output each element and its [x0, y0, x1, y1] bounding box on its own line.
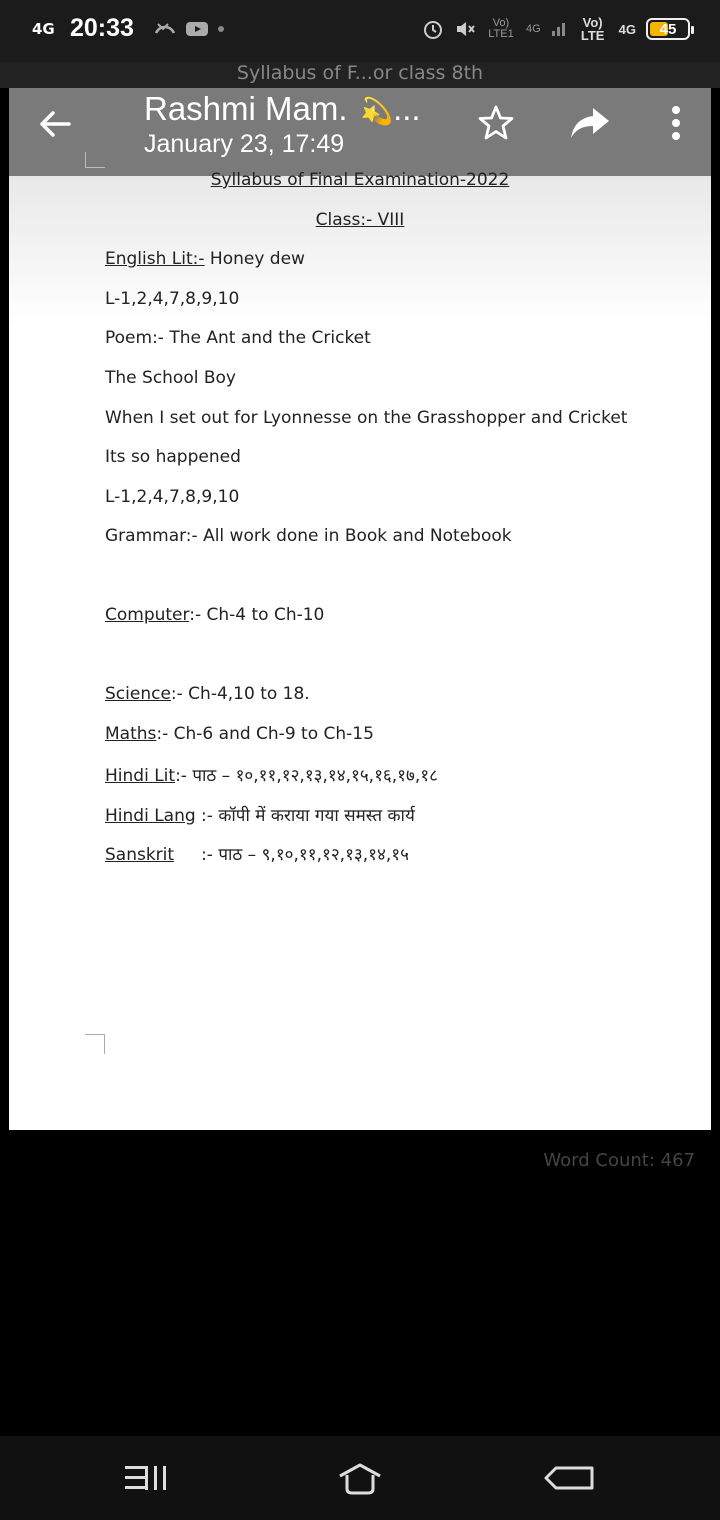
syllabus-line — [105, 328, 371, 348]
crop-mark-bottom — [85, 1034, 105, 1054]
clock: 20:33 — [70, 14, 134, 42]
line-text: Honey dew — [204, 249, 305, 269]
name-ellipsis: ... — [393, 90, 421, 127]
line-text: :- कॉपी में कराया गया समस्त कार्य — [195, 806, 415, 826]
syllabus-line — [105, 487, 239, 507]
battery-level: 45 — [659, 20, 677, 38]
more-options-button[interactable] — [655, 102, 697, 144]
line-text: The School Boy — [105, 368, 236, 388]
line-text: Its so happened — [105, 447, 241, 467]
more-vertical-icon — [670, 105, 682, 141]
line-label: Computer — [105, 605, 190, 625]
document-title: Syllabus of F...or class 8th — [236, 62, 484, 84]
crop-mark-top — [85, 152, 105, 168]
line-text: Poem:- The Ant and the Cricket — [105, 328, 371, 348]
status-right — [422, 16, 690, 42]
syllabus-heading: Syllabus of Final Examination-2022 — [210, 170, 510, 190]
line-text: :- पाठ – ९,१०,११,१२,१३,१४,१५ — [174, 845, 409, 865]
document-page[interactable] — [9, 170, 711, 1130]
sender-name-row — [144, 90, 421, 128]
sim1-volte: Vo) LTE1 — [488, 17, 514, 40]
recents-icon — [121, 1463, 179, 1493]
line-text: L-1,2,4,7,8,9,10 — [105, 289, 240, 309]
line-text: Grammar:- All work done in Book and Notebook — [105, 526, 512, 546]
network-indicator: 4G — [32, 19, 55, 38]
line-text: L-1,2,4,7,8,9,10 — [105, 487, 240, 507]
nav-back-button[interactable] — [540, 1456, 600, 1500]
sim2-network: 4G — [618, 21, 636, 37]
sim2-volte: Vo) LTE — [580, 15, 605, 43]
recents-button[interactable] — [120, 1456, 180, 1500]
battery-icon — [646, 18, 690, 40]
back-button[interactable] — [35, 104, 75, 144]
syllabus-line — [105, 724, 374, 744]
youtube-icon — [186, 21, 208, 37]
alarm-icon — [422, 18, 444, 40]
line-label: Hindi Lang — [105, 806, 196, 826]
message-date: January 23, 17:49 — [144, 130, 345, 158]
line-text: :- पाठ – १०,११,१२,१३,१४,१५,१६,१७,१८ — [175, 766, 438, 786]
star-button[interactable] — [475, 102, 517, 144]
line-label: Hindi Lit — [105, 766, 176, 786]
back-icon — [542, 1462, 598, 1494]
line-text: :- Ch-4,10 to 18. — [170, 684, 310, 704]
syllabus-line — [105, 605, 324, 625]
line-label: English Lit:- — [105, 249, 205, 269]
syllabus-line — [105, 368, 236, 388]
syllabus-line — [105, 763, 438, 786]
line-text: :- Ch-4 to Ch-10 — [189, 605, 325, 625]
home-icon — [335, 1461, 385, 1495]
sender-name: Rashmi Mam. — [144, 90, 348, 127]
signal-icon — [551, 21, 567, 37]
status-left — [32, 14, 224, 43]
syllabus-line — [105, 842, 409, 865]
syllabus-line — [105, 289, 239, 309]
status-bar — [0, 0, 720, 62]
document-title-bar — [0, 62, 720, 88]
word-count: Word Count: 467 — [543, 1150, 695, 1171]
viewer-header — [9, 88, 711, 176]
syllabus-line — [105, 526, 512, 546]
line-label: Science — [105, 684, 171, 704]
syllabus-line — [105, 447, 241, 467]
syllabus-line — [105, 408, 627, 428]
line-label: Maths — [105, 724, 157, 744]
line-label: Sanskrit — [105, 845, 175, 865]
line-text: When I set out for Lyonnesse on the Grasshopper and Cricket — [105, 408, 628, 428]
missed-call-icon — [154, 21, 176, 37]
share-icon — [569, 106, 611, 140]
arrow-left-icon — [35, 104, 75, 144]
dizzy-emoji-icon: 💫 — [360, 96, 394, 126]
line-text: :- Ch-6 and Ch-9 to Ch-15 — [156, 724, 374, 744]
notification-icons — [154, 21, 224, 37]
sim1-network: 4G — [525, 22, 541, 35]
syllabus-line — [105, 249, 305, 269]
navigation-bar — [0, 1436, 720, 1520]
syllabus-line — [105, 803, 415, 826]
dot-icon — [218, 26, 224, 32]
star-icon — [477, 104, 515, 142]
syllabus-line — [105, 684, 310, 704]
class-heading: Class:- VIII — [315, 210, 405, 230]
share-button[interactable] — [569, 102, 611, 144]
mute-icon — [454, 18, 476, 40]
home-button[interactable] — [330, 1456, 390, 1500]
